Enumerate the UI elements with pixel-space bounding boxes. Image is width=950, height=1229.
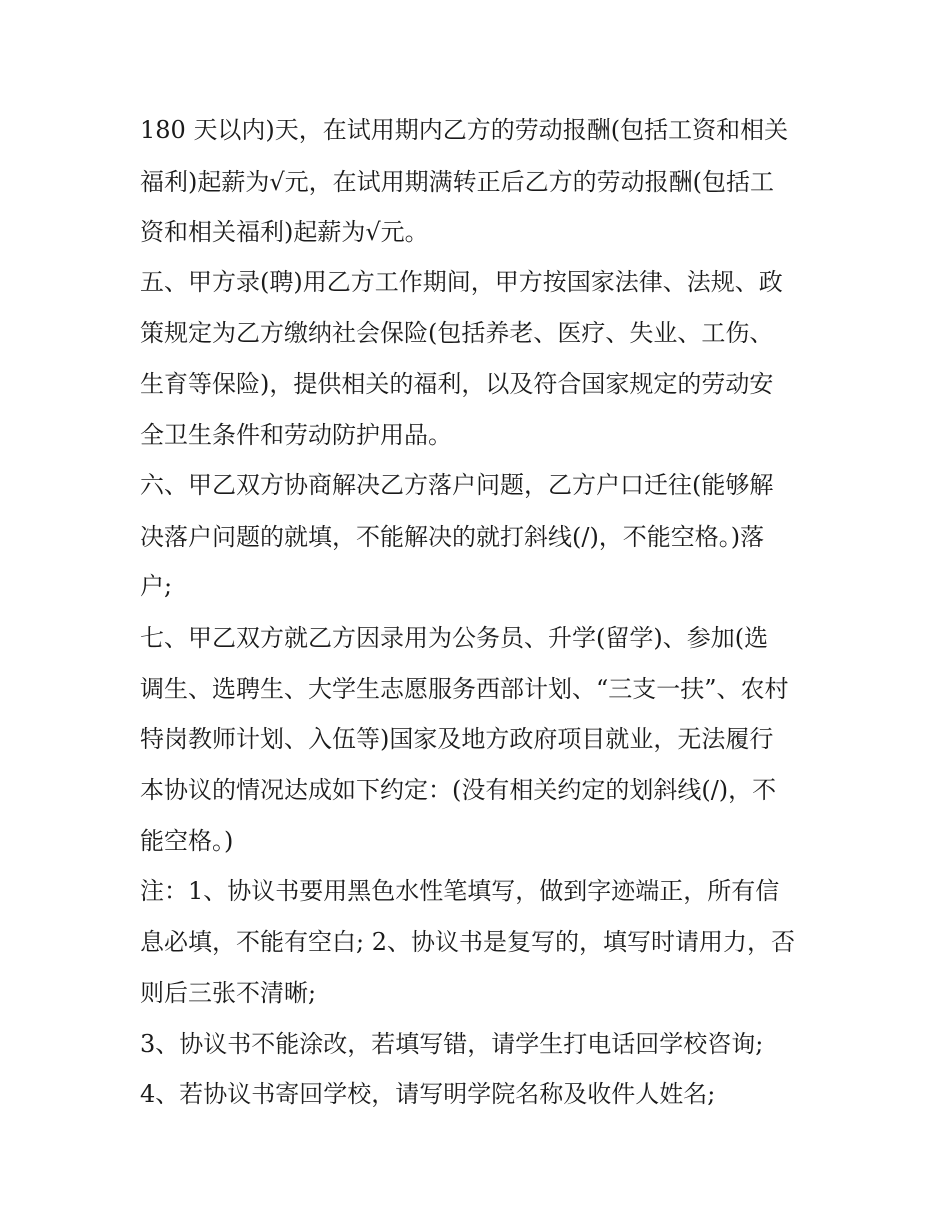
- text-line: 决落户问题的就填，不能解决的就打斜线(/)，不能空格。)落: [140, 523, 765, 551]
- text-line: 调生、选聘生、大学生志愿服务西部计划、“三支一扶”、农村: [140, 675, 789, 703]
- text-line: 息必填，不能有空白; 2、协议书是复写的，填写时请用力，否: [140, 928, 795, 956]
- text-line: 资和相关福利)起薪为√元。: [140, 218, 429, 246]
- text-line: 注：1、协议书要用黑色水性笔填写，做到字迹端正，所有信: [140, 877, 780, 905]
- text-line: 180 天以内)天，在试用期内乙方的劳动报酬(包括工资和相关: [140, 116, 789, 144]
- text-line: 策规定为乙方缴纳社会保险(包括养老、医疗、失业、工伤、: [140, 319, 774, 347]
- text-line: 七、甲乙双方就乙方因录用为公务员、升学(留学)、参加(选: [140, 624, 769, 652]
- text-line: 4、若协议书寄回学校，请写明学院名称及收件人姓名;: [140, 1080, 716, 1108]
- text-line: 能空格。): [140, 827, 234, 855]
- text-line: 本协议的情况达成如下约定：(没有相关约定的划斜线(/)，不: [140, 776, 777, 804]
- text-line: 福利)起薪为√元，在试用期满转正后乙方的劳动报酬(包括工: [140, 168, 775, 196]
- text-line: 3、协议书不能涂改，若填写错，请学生打电话回学校咨询;: [140, 1030, 764, 1058]
- text-line: 五、甲方录(聘)用乙方工作期间，甲方按国家法律、法规、政: [140, 268, 783, 296]
- text-line: 全卫生条件和劳动防护用品。: [140, 421, 452, 449]
- text-line: 特岗教师计划、入伍等)国家及地方政府项目就业，无法履行: [140, 725, 774, 753]
- text-line: 生育等保险)，提供相关的福利，以及符合国家规定的劳动安: [140, 370, 774, 398]
- text-line: 则后三张不清晰;: [140, 979, 317, 1007]
- text-line: 户;: [140, 572, 173, 600]
- text-line: 六、甲乙双方协商解决乙方落户问题，乙方户口迁往(能够解: [140, 471, 774, 499]
